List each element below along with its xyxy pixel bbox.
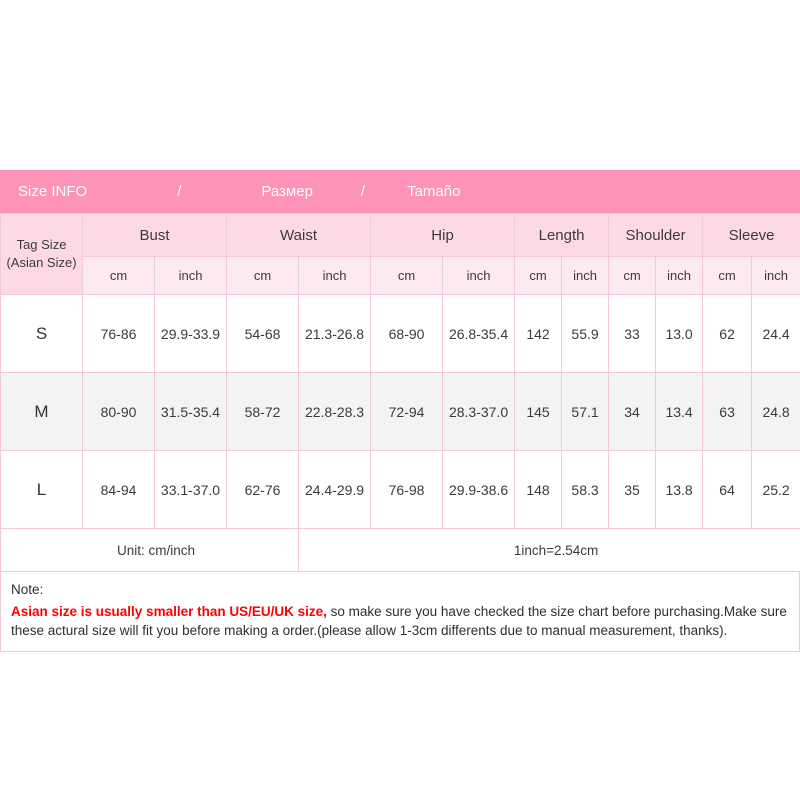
cell-value: 35: [609, 451, 656, 529]
unit-header: inch: [562, 257, 609, 295]
unit-header: cm: [83, 257, 155, 295]
unit-header: cm: [227, 257, 299, 295]
table-row: [1, 373, 800, 451]
cell-value: 142: [515, 295, 562, 373]
cell-value: 13.8: [656, 451, 703, 529]
cell-value: 31.5-35.4: [155, 373, 227, 451]
table-header-groups: [1, 214, 800, 257]
cell-value: 76-98: [371, 451, 443, 529]
group-header-shoulder: Shoulder: [609, 214, 703, 257]
note-label: Note:: [11, 582, 44, 597]
cell-value: 63: [703, 373, 752, 451]
unit-header: inch: [752, 257, 800, 295]
cell-value: 29.9-33.9: [155, 295, 227, 373]
unit-header: inch: [443, 257, 515, 295]
cell-value: 57.1: [562, 373, 609, 451]
banner-label-ru: Размер: [261, 183, 313, 200]
group-header-hip: Hip: [371, 214, 515, 257]
cell-value: 24.4-29.9: [299, 451, 371, 529]
cell-value: 145: [515, 373, 562, 451]
cell-value: 64: [703, 451, 752, 529]
cell-value: 34: [609, 373, 656, 451]
cell-value: 24.4: [752, 295, 800, 373]
cell-value: 84-94: [83, 451, 155, 529]
tag-size-header: [1, 214, 83, 295]
cell-value: 26.8-35.4: [443, 295, 515, 373]
cell-value: 21.3-26.8: [299, 295, 371, 373]
unit-note-right: 1inch=2.54cm: [299, 529, 800, 572]
cell-value: 58-72: [227, 373, 299, 451]
group-header-waist: Waist: [227, 214, 371, 257]
cell-value: 62: [703, 295, 752, 373]
cell-value: 55.9: [562, 295, 609, 373]
tag-size-line2: (Asian Size): [6, 255, 77, 270]
cell-value: 13.0: [656, 295, 703, 373]
cell-value: 29.9-38.6: [443, 451, 515, 529]
cell-value: 148: [515, 451, 562, 529]
size-info-banner: [0, 170, 800, 213]
banner-label-en: Size INFO: [18, 183, 88, 200]
cell-value: 72-94: [371, 373, 443, 451]
table-row: [1, 295, 800, 373]
unit-header: cm: [609, 257, 656, 295]
group-header-sleeve: Sleeve: [703, 214, 800, 257]
note-highlight: Asian size is usually smaller than US/EU/UK size,: [11, 603, 327, 619]
table-header-units: [1, 257, 800, 295]
cell-value: 76-86: [83, 295, 155, 373]
unit-note-left: Unit: cm/inch: [1, 529, 299, 572]
cell-value: 33: [609, 295, 656, 373]
row-size-label: L: [1, 451, 83, 529]
banner-separator-2: /: [360, 183, 366, 200]
cell-value: 80-90: [83, 373, 155, 451]
banner-separator-1: /: [177, 183, 182, 200]
cell-value: 13.4: [656, 373, 703, 451]
measurements-table: [0, 213, 800, 572]
cell-value: 54-68: [227, 295, 299, 373]
unit-header: cm: [371, 257, 443, 295]
unit-header: inch: [155, 257, 227, 295]
cell-value: 68-90: [371, 295, 443, 373]
row-size-label: M: [1, 373, 83, 451]
group-header-bust: Bust: [83, 214, 227, 257]
unit-header: inch: [656, 257, 703, 295]
cell-value: 58.3: [562, 451, 609, 529]
unit-header: inch: [299, 257, 371, 295]
tag-size-line1: Tag Size: [16, 237, 67, 253]
unit-header: cm: [515, 257, 562, 295]
note-block: [0, 572, 800, 652]
size-chart: [0, 170, 800, 652]
row-size-label: S: [1, 295, 83, 373]
banner-label-es: Tamaño: [407, 183, 461, 200]
cell-value: 24.8: [752, 373, 800, 451]
cell-value: 28.3-37.0: [443, 373, 515, 451]
table-row: [1, 451, 800, 529]
cell-value: 62-76: [227, 451, 299, 529]
cell-value: 25.2: [752, 451, 800, 529]
cell-value: 22.8-28.3: [299, 373, 371, 451]
unit-header: cm: [703, 257, 752, 295]
group-header-length: Length: [515, 214, 609, 257]
note-body: so make sure you have checked the size chart before purchasing.Make sure these actural size will fit you before making a order.(please allow 1-3cm differents due to manual measurement, thanks).: [11, 603, 787, 639]
unit-note-row: [1, 529, 800, 572]
cell-value: 33.1-37.0: [155, 451, 227, 529]
